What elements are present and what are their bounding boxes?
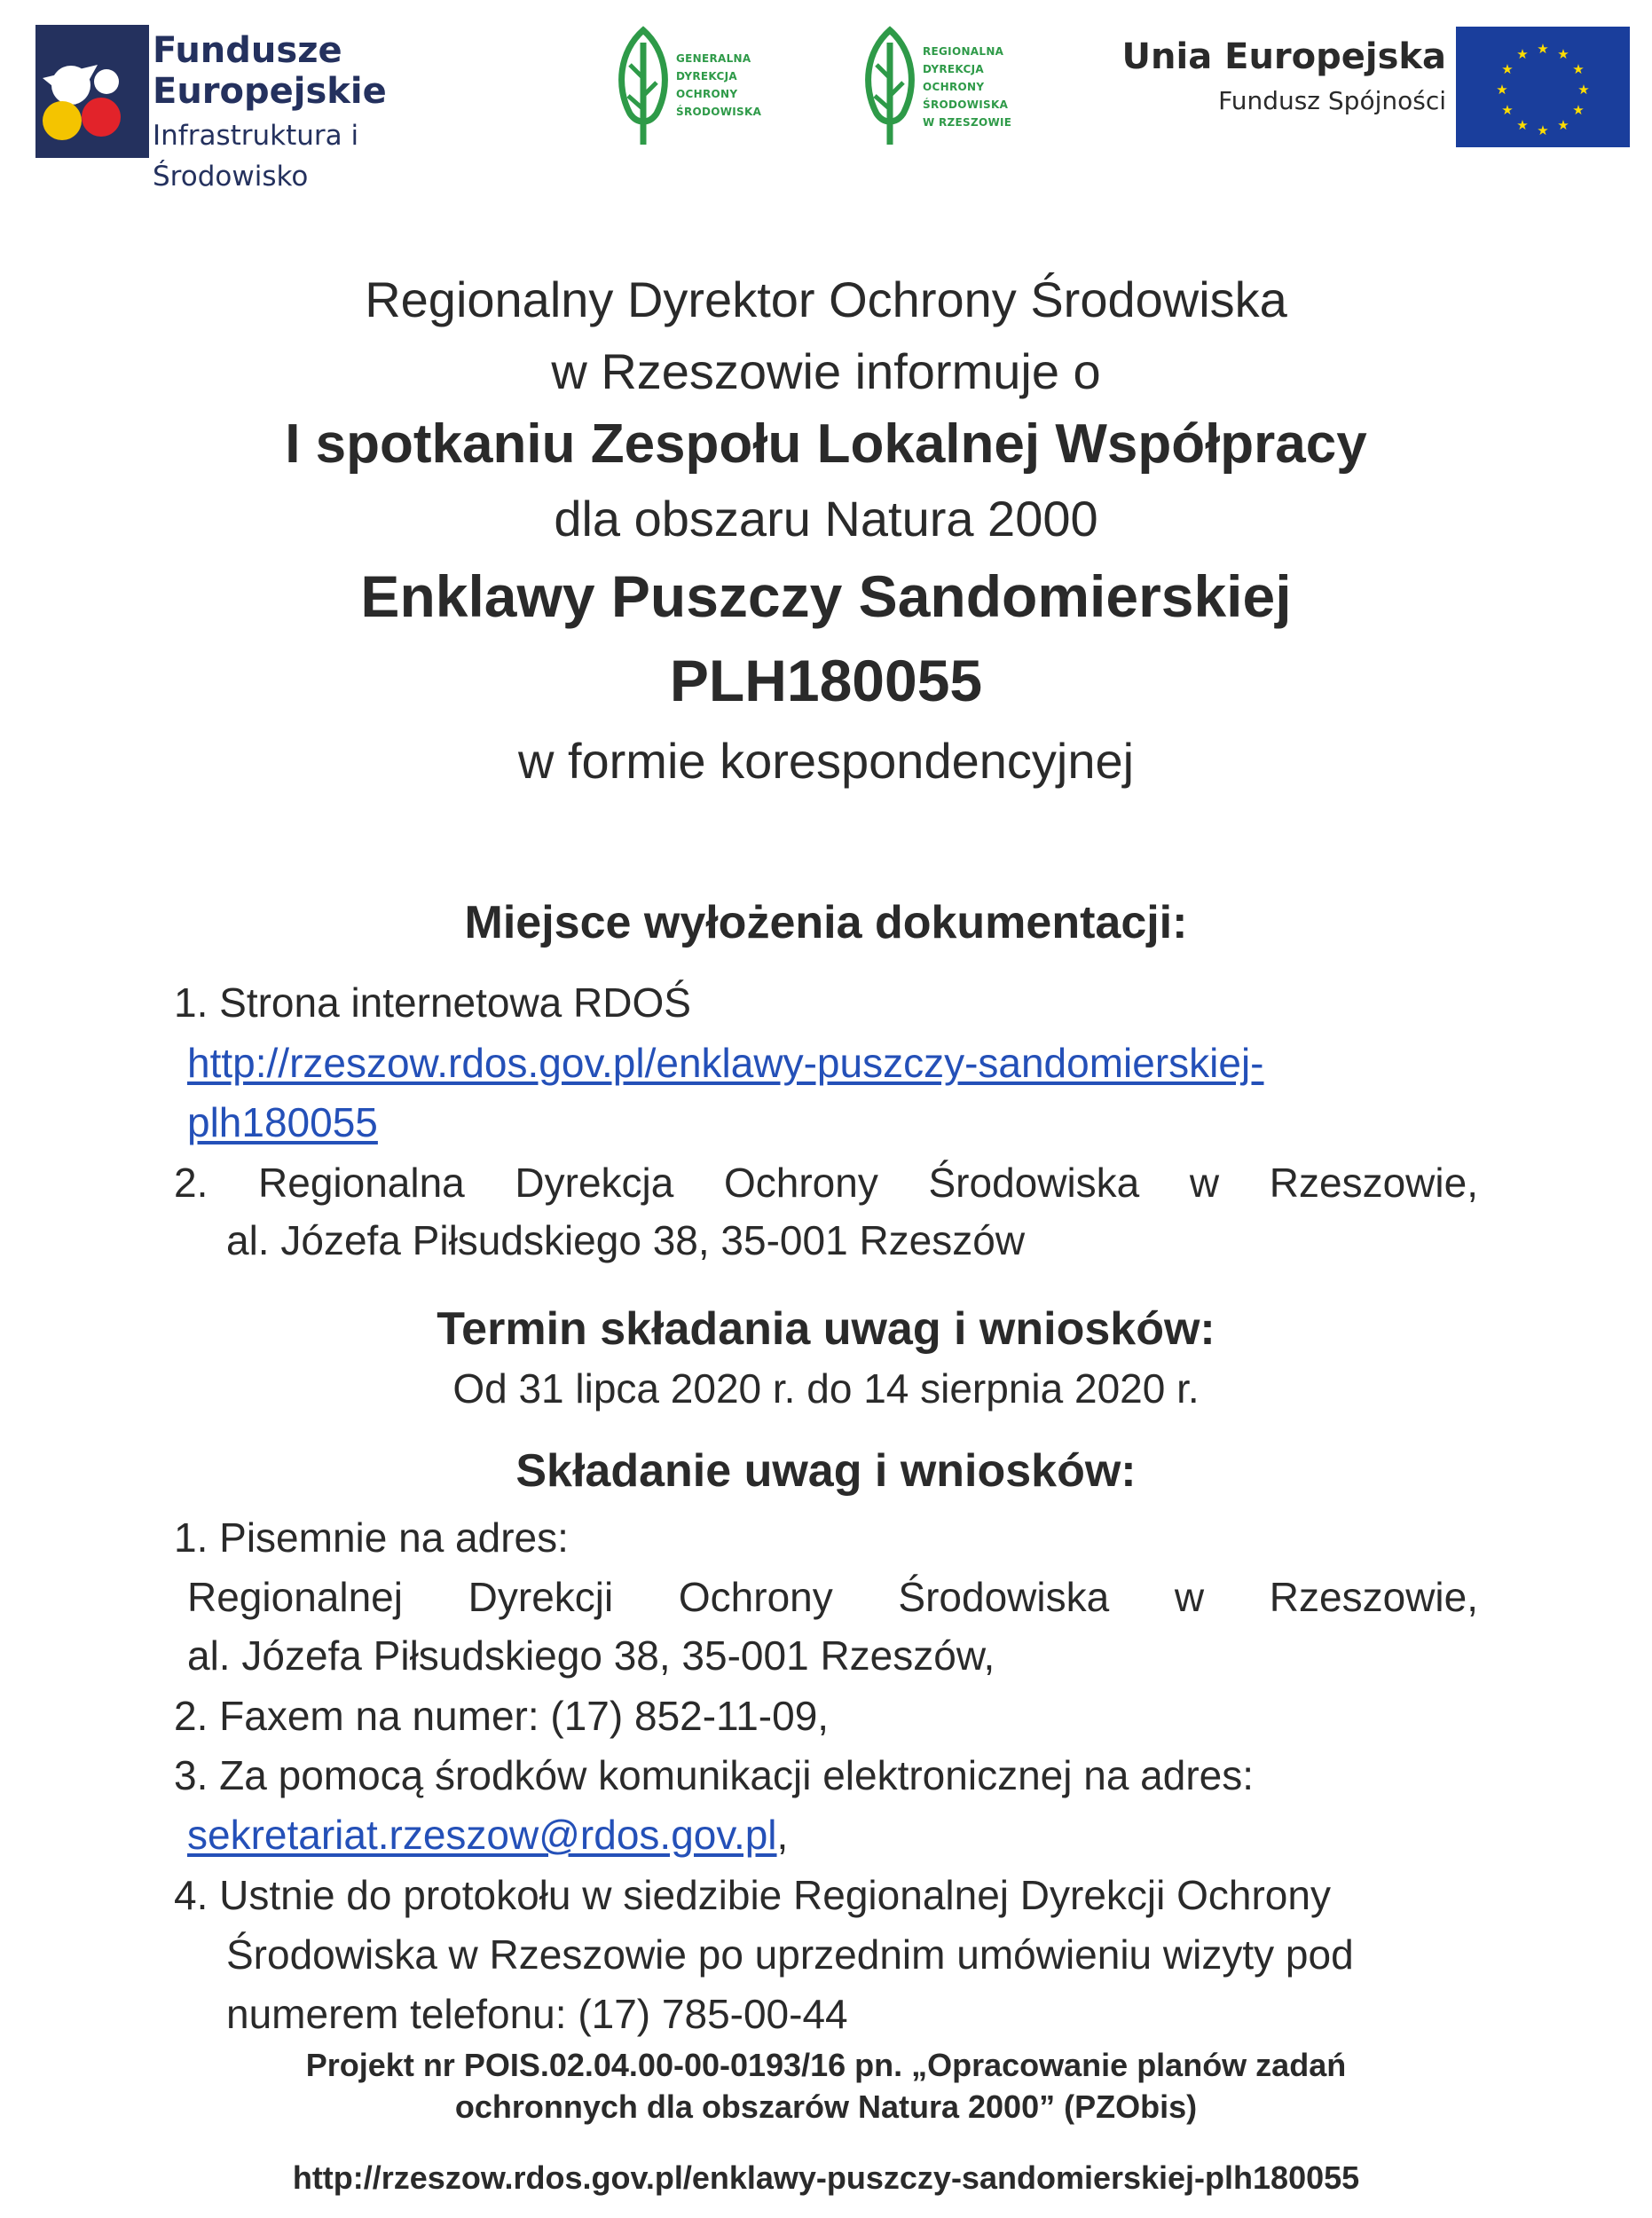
submission-item-3: 3. Za pomocą środków komunikacji elektronicznej na adres: bbox=[174, 1752, 1255, 1798]
title-line4: dla obszaru Natura 2000 bbox=[554, 491, 1098, 547]
svg-text:★: ★ bbox=[1501, 102, 1514, 118]
svg-text:★: ★ bbox=[1557, 117, 1569, 133]
eu-flag-icon bbox=[1456, 27, 1630, 147]
rdos-logo bbox=[859, 25, 1036, 158]
submission-heading: Składanie uwag i wniosków: bbox=[515, 1445, 1137, 1497]
title-meeting: I spotkaniu Zespołu Lokalnej Współpracy bbox=[285, 413, 1367, 475]
ue-logo-line2: Fundusz Spójności bbox=[1218, 86, 1446, 115]
gdos-line2: DYREKCJA bbox=[676, 70, 737, 83]
ue-logo-line1: Unia Europejska bbox=[1121, 36, 1446, 77]
svg-text:★: ★ bbox=[1496, 82, 1508, 98]
submission-item-1-line2: Regionalnej Dyrekcji Ochrony Środowiska w Rzeszowie, bbox=[187, 1574, 1478, 1620]
title-line1: Regionalny Dyrektor Ochrony Środowiska bbox=[365, 271, 1287, 327]
rdos-line3: OCHRONY bbox=[923, 81, 985, 93]
title-site-code: PLH180055 bbox=[669, 648, 983, 713]
fe-logo-line3: Infrastruktura i Środowisko bbox=[153, 120, 359, 193]
rdos-line2: DYREKCJA bbox=[923, 63, 984, 75]
svg-text:★: ★ bbox=[1516, 46, 1529, 62]
submission-item-1-label: 1. Pisemnie na adres: bbox=[174, 1514, 569, 1561]
fe-logo-line1: Fundusze bbox=[153, 30, 342, 71]
fundusze-europejskie-logo bbox=[35, 25, 515, 193]
svg-text:★: ★ bbox=[1577, 82, 1590, 98]
documentation-item-1-label: 1. Strona internetowa RDOŚ bbox=[174, 979, 691, 1026]
submission-email-line bbox=[187, 1810, 788, 1860]
svg-text:★: ★ bbox=[1572, 102, 1585, 118]
svg-text:★: ★ bbox=[1572, 61, 1585, 77]
svg-text:★: ★ bbox=[1537, 122, 1549, 138]
unia-europejska-logo-text bbox=[1091, 35, 1446, 133]
rdos-line4: ŚRODOWISKA bbox=[923, 98, 1009, 111]
footer-url-link[interactable]: http://rzeszow.rdos.gov.pl/enklawy-puszczy-sandomierskiej-plh180055 bbox=[292, 2159, 1360, 2196]
documentation-heading: Miejsce wyłożenia dokumentacji: bbox=[464, 897, 1188, 948]
gdos-logo bbox=[612, 25, 790, 158]
gdos-line1: GENERALNA bbox=[676, 52, 751, 65]
documentation-link-part2[interactable]: plh180055 bbox=[187, 1099, 378, 1145]
documentation-link-part1[interactable]: http://rzeszow.rdos.gov.pl/enklawy-puszczy-sandomierskiej- bbox=[187, 1040, 1264, 1086]
submission-email-link[interactable]: sekretariat.rzeszow@rdos.gov.pl bbox=[187, 1812, 777, 1858]
svg-text:★: ★ bbox=[1516, 117, 1529, 133]
fundusze-europejskie-text bbox=[153, 30, 515, 197]
documentation-item-2-line2: al. Józefa Piłsudskiego 38, 35-001 Rzeszów bbox=[226, 1217, 1026, 1263]
svg-text:★: ★ bbox=[1501, 61, 1514, 77]
title-line2: w Rzeszowie informuje o bbox=[551, 343, 1101, 399]
rdos-line1: REGIONALNA bbox=[923, 45, 1004, 58]
eu-stars-icon bbox=[1456, 27, 1630, 147]
gdos-line4: ŚRODOWISKA bbox=[676, 106, 762, 118]
submission-email-suffix: , bbox=[776, 1812, 789, 1858]
leaf-icon bbox=[612, 25, 674, 149]
footer-project-line1: Projekt nr POIS.02.04.00-00-0193/16 pn. „Opracowanie planów zadań bbox=[305, 2047, 1347, 2083]
fundusze-europejskie-emblem-icon bbox=[35, 25, 149, 158]
rdos-line5: W RZESZOWIE bbox=[923, 116, 1012, 129]
leaf-icon bbox=[859, 25, 921, 149]
svg-text:★: ★ bbox=[1557, 46, 1569, 62]
deadline-heading: Termin składania uwag i wniosków: bbox=[437, 1303, 1215, 1355]
rdos-logo-text bbox=[923, 43, 1011, 131]
footer-project-line2: ochronnych dla obszarów Natura 2000” (PZObis) bbox=[454, 2088, 1198, 2125]
title-line7: w formie korespondencyjnej bbox=[517, 733, 1135, 789]
submission-item-4-line1: 4. Ustnie do protokołu w siedzibie Regionalnej Dyrekcji Ochrony bbox=[174, 1872, 1331, 1918]
submission-item-4-line2: Środowiska w Rzeszowie po uprzednim umówieniu wizyty pod bbox=[226, 1931, 1354, 1978]
submission-item-2: 2. Faxem na numer: (17) 852-11-09, bbox=[174, 1693, 830, 1739]
submission-item-1-line3: al. Józefa Piłsudskiego 38, 35-001 Rzeszów, bbox=[187, 1632, 995, 1679]
deadline-dates: Od 31 lipca 2020 r. do 14 sierpnia 2020 r. bbox=[452, 1365, 1200, 1412]
fe-logo-line2: Europejskie bbox=[153, 71, 387, 112]
documentation-item-2-line1: 2. Regionalna Dyrekcja Ochrony Środowiska w Rzeszowie, bbox=[174, 1160, 1478, 1206]
submission-item-4-line3: numerem telefonu: (17) 785-00-44 bbox=[226, 1991, 848, 2037]
svg-text:★: ★ bbox=[1537, 41, 1549, 57]
title-site-name: Enklawy Puszczy Sandomierskiej bbox=[360, 563, 1292, 629]
gdos-line3: OCHRONY bbox=[676, 88, 738, 100]
gdos-logo-text bbox=[676, 50, 761, 121]
